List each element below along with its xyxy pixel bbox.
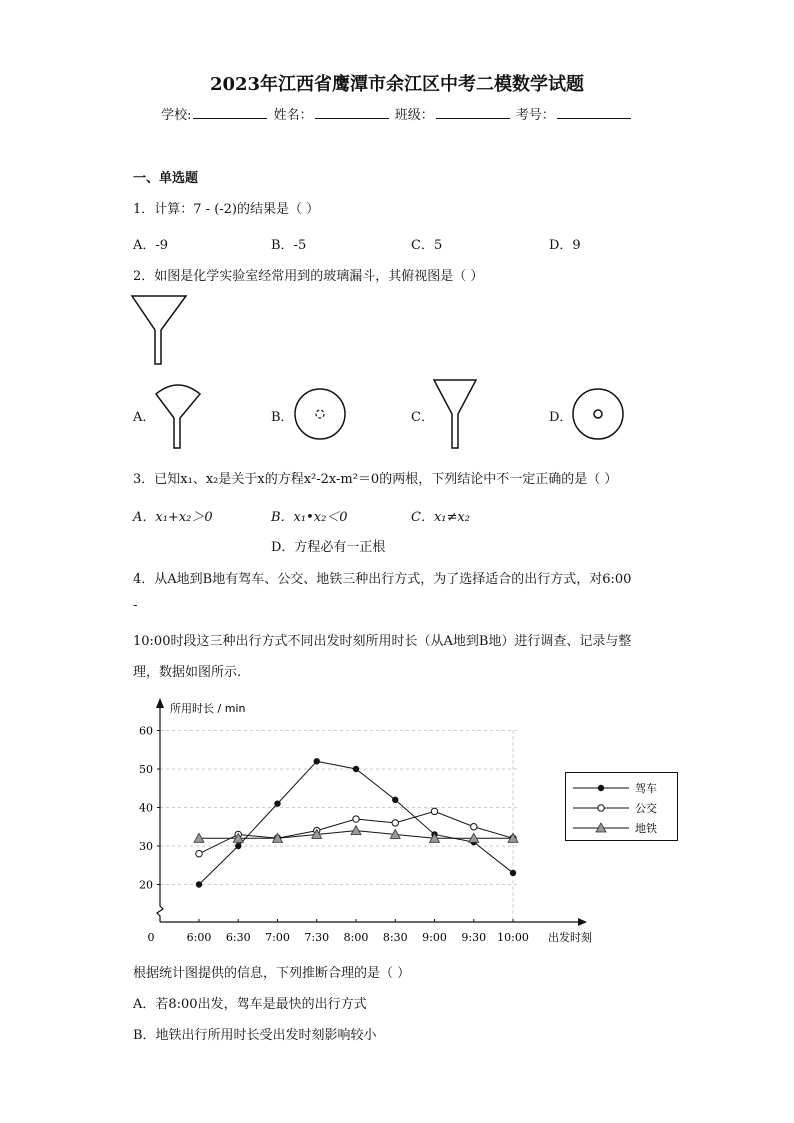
legend-marker [598, 785, 604, 791]
travel-time-line-chart [130, 690, 610, 955]
q3-option-b[interactable]: B．x₁•x₂＜0 [271, 510, 348, 525]
q2-stem: 2．如图是化学实验室经常用到的玻璃漏斗，其俯视图是（ ） [133, 269, 484, 284]
x-tick-label: 6:30 [225, 931, 251, 944]
school-blank[interactable] [193, 106, 267, 119]
funnel-figure [130, 292, 190, 367]
legend-marker [598, 805, 604, 811]
x-tick-label: 9:30 [461, 931, 487, 944]
class-label: 班级： [394, 108, 434, 123]
legend-label: 公交 [635, 802, 657, 815]
q3-stem: 3．已知x₁、x₂是关于x的方程x²-2x-m²＝0的两根，下列结论中不一定正确的是（ ） [133, 472, 618, 487]
series-1-point [392, 820, 398, 826]
q2-option-c-figure[interactable] [432, 378, 480, 452]
series-0-point [235, 843, 241, 849]
q2-option-c[interactable]: C． [411, 410, 434, 425]
series-2-point [469, 833, 479, 842]
legend-label: 地铁 [635, 822, 657, 835]
q1-option-b[interactable]: B．-5 [271, 238, 307, 253]
page-title: 2023年江西省鹰潭市余江区中考二模数学试题 [209, 74, 585, 95]
chart-legend [565, 772, 680, 842]
q3-option-d[interactable]: D．方程必有一正根 [271, 540, 386, 555]
series-2-point [194, 833, 204, 842]
q1-option-d[interactable]: D．9 [549, 238, 581, 253]
chart-axes [156, 698, 587, 926]
q1-option-c[interactable]: C．5 [411, 238, 443, 253]
x-tick-label: 10:00 [497, 931, 529, 944]
x-axis-label: 出发时刻 [548, 931, 592, 944]
q2-option-d[interactable]: D． [549, 410, 573, 425]
x-tick-label: 6:00 [186, 931, 212, 944]
chart-series [194, 758, 518, 888]
q2-option-b-figure[interactable] [294, 388, 346, 440]
name-blank[interactable] [315, 106, 389, 119]
q4-stem-line2: 10:00时段这三种出行方式不同出发时刻所用时长（从A地到B地）进行调查、记录与整 [133, 634, 632, 649]
q4-stem-line1: 4．从A地到B地有驾车、公交、地铁三种出行方式，为了选择适合的出行方式，对6:00 [133, 572, 632, 587]
q3-option-c[interactable]: C．x₁≠x₂ [411, 510, 470, 525]
series-0-point [314, 758, 320, 764]
school-label: 学校: [161, 108, 192, 123]
y-tick-label: 30 [139, 840, 153, 853]
student-info-line [0, 104, 794, 123]
series-1-point [431, 808, 437, 814]
series-0-point [392, 797, 398, 803]
q4-stem-line3: 理，数据如图所示. [133, 665, 242, 680]
series-0-point [274, 800, 280, 806]
q4-question: 根据统计图提供的信息，下列推断合理的是（ ） [133, 966, 411, 981]
y-axis-line [157, 706, 163, 922]
series-1-point [196, 851, 202, 857]
q2-option-b[interactable]: B． [271, 410, 294, 425]
x-tick-label: 7:30 [304, 931, 330, 944]
chart-grid [160, 731, 518, 923]
series-1-point [353, 816, 359, 822]
q2-option-a-figure[interactable] [153, 378, 203, 452]
x-tick-label: 8:30 [382, 931, 408, 944]
y-axis-arrow [156, 698, 164, 708]
y-tick-label: 40 [139, 801, 153, 815]
x-tick-label: 9:00 [422, 931, 447, 944]
series-line-0 [199, 761, 513, 884]
number-blank[interactable] [557, 106, 631, 119]
q4-stem-dash: - [133, 598, 138, 613]
x-tick-label: 7:00 [265, 931, 290, 944]
number-label: 考号： [515, 108, 555, 123]
y-tick-label: 50 [139, 763, 153, 776]
q2-option-a[interactable]: A． [133, 410, 156, 425]
section-heading: 一、单选题 [133, 171, 199, 186]
class-blank[interactable] [436, 106, 510, 119]
series-0-point [510, 870, 516, 876]
name-label: 姓名： [273, 108, 313, 123]
q2-option-d-figure[interactable] [572, 388, 624, 440]
series-0-point [196, 881, 202, 887]
series-1-point [471, 824, 477, 830]
series-2-point [351, 826, 361, 835]
chart-tick-labels [139, 725, 529, 945]
q1-stem: 1．计算：7 - (-2)的结果是（ ） [133, 202, 320, 217]
x-axis-arrow [578, 918, 587, 926]
q1-option-a[interactable]: A．-9 [133, 238, 169, 253]
legend-label: 驾车 [635, 782, 657, 795]
x-tick-label: 8:00 [343, 931, 369, 944]
y-axis-label: 所用时长 / min [170, 702, 246, 715]
y-tick-label: 20 [139, 878, 153, 892]
y-tick-label: 60 [139, 724, 153, 738]
q3-option-a[interactable]: A．x₁+x₂＞0 [133, 510, 213, 525]
q4-option-b[interactable]: B．地铁出行所用时长受出发时刻影响较小 [133, 1028, 377, 1043]
series-0-point [353, 766, 359, 772]
q4-option-a[interactable]: A．若8:00出发，驾车是最快的出行方式 [133, 997, 367, 1012]
origin-label: 0 [147, 931, 155, 944]
